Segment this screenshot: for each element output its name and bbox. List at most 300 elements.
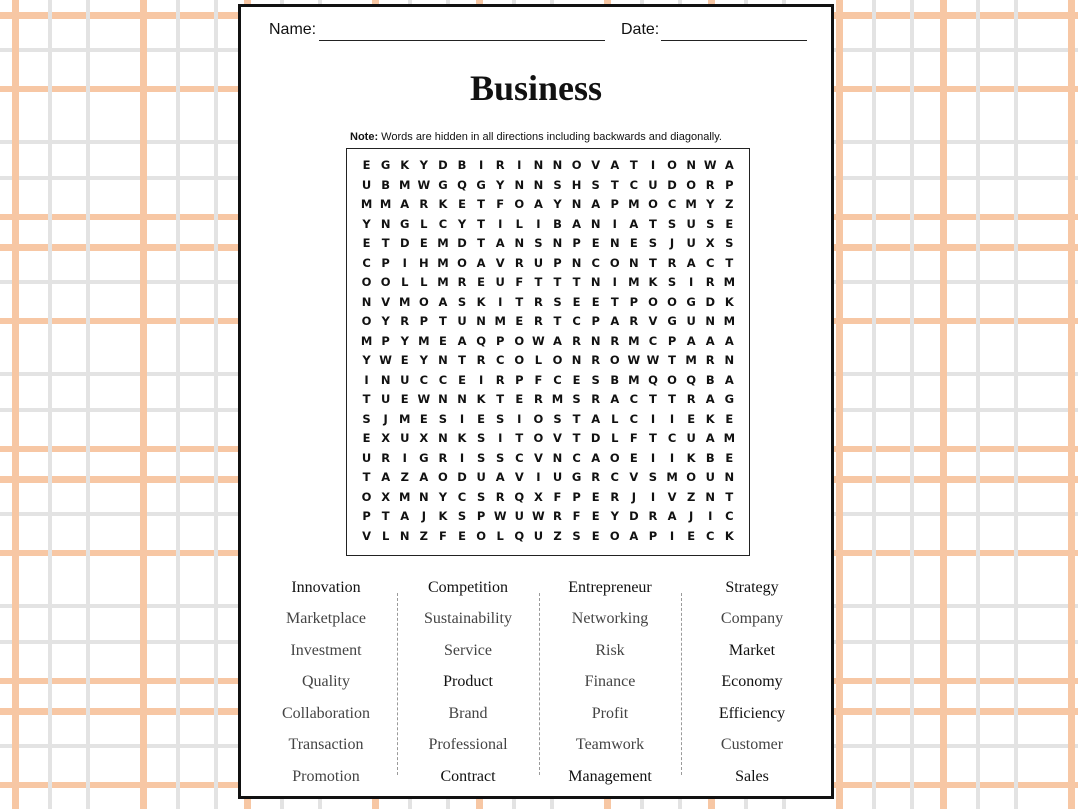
grid-letter[interactable]: G (571, 470, 582, 484)
grid-letter[interactable]: P (629, 294, 639, 309)
grid-letter[interactable]: O (571, 158, 582, 172)
grid-letter[interactable]: O (609, 353, 620, 367)
grid-letter[interactable]: K (400, 158, 410, 172)
grid-letter[interactable]: C (706, 528, 715, 543)
grid-letter[interactable]: G (438, 177, 448, 192)
grid-letter[interactable]: G (380, 158, 391, 172)
grid-letter[interactable]: T (553, 314, 562, 328)
grid-letter[interactable]: E (591, 489, 600, 504)
grid-letter[interactable]: K (476, 392, 486, 406)
grid-letter[interactable]: O (552, 353, 563, 367)
grid-letter[interactable]: Q (514, 528, 525, 543)
grid-letter[interactable]: M (399, 177, 411, 192)
grid-letter[interactable]: V (381, 294, 391, 309)
grid-letter[interactable]: U (686, 216, 696, 231)
grid-letter[interactable]: T (362, 470, 371, 484)
grid-letter[interactable]: N (724, 353, 735, 367)
grid-letter[interactable]: C (706, 255, 715, 270)
grid-letter[interactable]: D (438, 158, 448, 172)
grid-letter[interactable]: N (590, 333, 601, 348)
grid-letter[interactable]: M (399, 411, 411, 426)
grid-letter[interactable]: R (610, 489, 620, 504)
grid-letter[interactable]: Y (419, 158, 428, 172)
grid-letter[interactable]: R (591, 470, 601, 484)
grid-letter[interactable]: C (610, 470, 619, 484)
grid-letter[interactable]: A (724, 372, 734, 387)
grid-letter[interactable]: A (533, 197, 543, 211)
grid-letter[interactable]: V (667, 489, 677, 504)
grid-letter[interactable]: W (532, 333, 545, 348)
grid-letter[interactable]: A (495, 236, 505, 250)
date-blank-line[interactable] (661, 40, 807, 41)
grid-letter[interactable]: S (457, 509, 467, 523)
grid-letter[interactable]: C (667, 197, 677, 211)
grid-letter[interactable]: U (400, 372, 410, 387)
grid-letter[interactable]: I (612, 216, 617, 231)
grid-letter[interactable]: C (572, 314, 581, 328)
grid-letter[interactable]: O (667, 294, 677, 309)
grid-letter[interactable]: S (572, 392, 581, 406)
grid-letter[interactable]: R (610, 333, 620, 348)
grid-letter[interactable]: S (362, 411, 371, 426)
grid-letter[interactable]: I (517, 158, 522, 172)
grid-letter[interactable]: E (458, 528, 466, 543)
grid-letter[interactable]: T (668, 392, 676, 406)
grid-letter[interactable]: W (417, 177, 431, 192)
grid-letter[interactable]: X (419, 431, 429, 445)
grid-letter[interactable]: M (723, 275, 736, 289)
grid-letter[interactable]: R (667, 255, 677, 270)
grid-letter[interactable]: I (459, 411, 465, 426)
grid-letter[interactable]: I (612, 275, 617, 289)
grid-letter[interactable]: O (533, 431, 544, 445)
grid-letter[interactable]: R (705, 353, 715, 367)
grid-letter[interactable]: U (476, 470, 486, 484)
grid-letter[interactable]: I (402, 450, 407, 465)
grid-letter[interactable]: V (533, 450, 543, 465)
grid-letter[interactable]: W (493, 509, 507, 523)
grid-letter[interactable]: R (381, 450, 391, 465)
grid-letter[interactable]: K (724, 294, 734, 309)
grid-letter[interactable]: N (457, 392, 467, 406)
grid-letter[interactable]: N (476, 314, 486, 328)
grid-letter[interactable]: S (496, 411, 505, 426)
grid-letter[interactable]: R (591, 392, 601, 406)
grid-letter[interactable]: U (495, 275, 505, 289)
grid-letter[interactable]: P (476, 509, 486, 523)
grid-letter[interactable]: T (477, 236, 486, 250)
grid-letter[interactable]: F (629, 431, 638, 445)
grid-letter[interactable]: R (629, 314, 639, 328)
grid-letter[interactable]: L (611, 411, 619, 426)
grid-letter[interactable]: T (629, 158, 638, 172)
grid-letter[interactable]: L (420, 275, 428, 289)
grid-letter[interactable]: A (591, 197, 601, 211)
grid-letter[interactable]: T (572, 411, 581, 426)
grid-letter[interactable]: I (669, 450, 675, 465)
grid-letter[interactable]: N (419, 489, 429, 504)
grid-letter[interactable]: E (458, 372, 466, 387)
grid-letter[interactable]: S (438, 411, 448, 426)
grid-letter[interactable]: E (725, 216, 734, 231)
grid-letter[interactable]: E (591, 236, 600, 250)
grid-letter[interactable]: X (705, 236, 715, 250)
grid-letter[interactable]: M (399, 294, 411, 309)
grid-letter[interactable]: I (650, 450, 656, 465)
grid-letter[interactable]: G (667, 314, 677, 328)
grid-letter[interactable]: I (669, 528, 675, 543)
grid-letter[interactable]: K (648, 275, 658, 289)
grid-letter[interactable]: V (514, 470, 524, 484)
grid-letter[interactable]: M (666, 470, 678, 484)
grid-letter[interactable]: A (724, 333, 734, 348)
grid-letter[interactable]: R (495, 489, 505, 504)
grid-letter[interactable]: J (383, 411, 388, 426)
grid-letter[interactable]: Y (438, 489, 448, 504)
grid-letter[interactable]: A (705, 333, 715, 348)
grid-letter[interactable]: O (686, 470, 697, 484)
grid-letter[interactable]: G (724, 392, 735, 406)
grid-letter[interactable]: U (686, 314, 696, 328)
grid-letter[interactable]: L (420, 216, 428, 231)
grid-letter[interactable]: E (515, 392, 524, 406)
grid-letter[interactable]: R (495, 158, 505, 172)
grid-letter[interactable]: V (591, 158, 601, 172)
grid-letter[interactable]: S (457, 294, 467, 309)
grid-letter[interactable]: F (496, 197, 505, 211)
grid-letter[interactable]: U (533, 528, 544, 543)
grid-letter[interactable]: O (648, 197, 658, 211)
grid-letter[interactable]: S (553, 294, 562, 309)
grid-letter[interactable]: E (572, 294, 581, 309)
grid-letter[interactable]: K (457, 431, 467, 445)
grid-letter[interactable]: T (572, 431, 581, 445)
grid-letter[interactable]: S (591, 372, 600, 387)
grid-letter[interactable]: L (401, 275, 409, 289)
grid-letter[interactable]: A (610, 314, 620, 328)
grid-letter[interactable]: Y (419, 353, 428, 367)
grid-letter[interactable]: I (689, 275, 694, 289)
grid-letter[interactable]: P (419, 314, 429, 328)
grid-letter[interactable]: O (648, 294, 658, 309)
grid-letter[interactable]: E (725, 450, 734, 465)
grid-letter[interactable]: R (438, 450, 448, 465)
grid-letter[interactable]: I (669, 411, 675, 426)
grid-letter[interactable]: M (628, 197, 640, 211)
grid-letter[interactable]: S (706, 216, 715, 231)
grid-letter[interactable]: B (705, 450, 715, 465)
grid-letter[interactable]: M (723, 314, 736, 328)
grid-letter[interactable]: S (476, 489, 486, 504)
grid-letter[interactable]: T (458, 353, 466, 367)
grid-letter[interactable]: N (590, 216, 601, 231)
grid-letter[interactable]: W (417, 392, 431, 406)
grid-letter[interactable]: P (381, 255, 390, 270)
grid-letter[interactable]: I (478, 372, 484, 387)
grid-letter[interactable]: N (399, 528, 410, 543)
grid-letter[interactable]: A (495, 470, 505, 484)
grid-letter[interactable]: E (515, 314, 524, 328)
grid-letter[interactable]: Y (362, 353, 371, 367)
grid-letter[interactable]: T (515, 431, 524, 445)
grid-letter[interactable]: U (552, 470, 563, 484)
grid-letter[interactable]: N (514, 236, 525, 250)
grid-letter[interactable]: T (362, 392, 371, 406)
grid-letter[interactable]: C (495, 353, 505, 367)
grid-letter[interactable]: O (609, 450, 620, 465)
grid-letter[interactable]: Y (381, 314, 390, 328)
grid-letter[interactable]: T (534, 275, 543, 289)
grid-letter[interactable]: H (419, 255, 429, 270)
grid-letter[interactable]: B (705, 372, 715, 387)
grid-letter[interactable]: V (362, 528, 371, 543)
grid-letter[interactable]: Y (400, 333, 409, 348)
grid-letter[interactable]: P (381, 333, 390, 348)
grid-letter[interactable]: E (629, 236, 638, 250)
grid-letter[interactable]: T (725, 255, 734, 270)
grid-letter[interactable]: C (572, 450, 581, 465)
grid-letter[interactable]: T (477, 197, 486, 211)
grid-letter[interactable]: E (725, 411, 734, 426)
grid-letter[interactable]: I (364, 372, 369, 387)
grid-letter[interactable]: N (724, 470, 735, 484)
grid-letter[interactable]: N (629, 255, 639, 270)
grid-letter[interactable]: X (381, 489, 391, 504)
grid-letter[interactable]: V (495, 255, 505, 270)
grid-letter[interactable]: E (591, 509, 600, 523)
grid-letter[interactable]: R (476, 353, 486, 367)
grid-letter[interactable]: N (686, 158, 696, 172)
grid-letter[interactable]: G (419, 450, 429, 465)
grid-letter[interactable]: N (571, 197, 582, 211)
grid-letter[interactable]: Y (553, 197, 562, 211)
grid-letter[interactable]: N (705, 489, 716, 504)
grid-letter[interactable]: N (552, 158, 563, 172)
grid-letter[interactable]: S (591, 177, 600, 192)
grid-letter[interactable]: R (686, 392, 696, 406)
grid-letter[interactable]: W (379, 353, 392, 367)
grid-letter[interactable]: S (648, 236, 658, 250)
grid-letter[interactable]: E (419, 236, 428, 250)
grid-letter[interactable]: S (553, 177, 562, 192)
grid-letter[interactable]: P (362, 509, 371, 523)
grid-letter[interactable]: I (650, 158, 656, 172)
grid-letter[interactable]: L (496, 528, 504, 543)
grid-letter[interactable]: J (689, 509, 694, 523)
grid-letter[interactable]: O (514, 333, 525, 348)
grid-letter[interactable]: N (552, 450, 563, 465)
grid-letter[interactable]: A (591, 411, 601, 426)
grid-letter[interactable]: T (381, 509, 390, 523)
grid-letter[interactable]: P (648, 528, 658, 543)
grid-letter[interactable]: W (646, 353, 660, 367)
grid-letter[interactable]: O (686, 177, 697, 192)
grid-letter[interactable]: M (360, 197, 373, 211)
grid-letter[interactable]: C (591, 255, 600, 270)
grid-letter[interactable]: T (649, 255, 657, 270)
grid-letter[interactable]: T (668, 353, 676, 367)
grid-letter[interactable]: N (571, 255, 582, 270)
grid-letter[interactable]: R (572, 333, 581, 348)
grid-letter[interactable]: C (457, 489, 467, 504)
grid-letter[interactable]: V (629, 470, 639, 484)
grid-letter[interactable]: D (629, 509, 639, 523)
grid-letter[interactable]: W (532, 509, 545, 523)
grid-letter[interactable]: R (591, 353, 601, 367)
grid-letter[interactable]: N (533, 177, 544, 192)
grid-letter[interactable]: N (705, 314, 716, 328)
grid-letter[interactable]: A (724, 158, 734, 172)
grid-letter[interactable]: I (708, 509, 713, 523)
grid-letter[interactable]: B (553, 216, 562, 231)
grid-letter[interactable]: M (685, 197, 697, 211)
grid-letter[interactable]: X (533, 489, 543, 504)
grid-letter[interactable]: E (400, 353, 409, 367)
grid-letter[interactable]: K (686, 450, 696, 465)
grid-letter[interactable]: E (419, 411, 428, 426)
grid-letter[interactable]: C (725, 509, 734, 523)
grid-letter[interactable]: O (533, 411, 544, 426)
grid-letter[interactable]: A (686, 255, 696, 270)
grid-letter[interactable]: N (438, 353, 448, 367)
grid-letter[interactable]: U (686, 431, 696, 445)
grid-letter[interactable]: T (610, 177, 619, 192)
grid-letter[interactable]: Y (496, 177, 505, 192)
grid-letter[interactable]: E (687, 528, 696, 543)
grid-letter[interactable]: O (609, 528, 620, 543)
grid-letter[interactable]: C (667, 431, 677, 445)
grid-letter[interactable]: L (611, 431, 619, 445)
grid-letter[interactable]: R (533, 314, 543, 328)
grid-letter[interactable]: A (705, 431, 715, 445)
grid-letter[interactable]: P (725, 177, 734, 192)
grid-letter[interactable]: B (381, 177, 391, 192)
grid-letter[interactable]: R (705, 177, 715, 192)
grid-letter[interactable]: E (458, 197, 466, 211)
grid-letter[interactable]: C (438, 216, 448, 231)
grid-letter[interactable]: I (650, 489, 656, 504)
grid-letter[interactable]: D (667, 177, 677, 192)
grid-letter[interactable]: J (669, 236, 675, 250)
grid-letter[interactable]: M (360, 333, 373, 348)
grid-letter[interactable]: O (361, 489, 372, 504)
grid-letter[interactable]: M (494, 314, 506, 328)
grid-letter[interactable]: S (667, 275, 677, 289)
grid-letter[interactable]: A (572, 216, 582, 231)
grid-letter[interactable]: M (628, 275, 640, 289)
grid-letter[interactable]: E (400, 392, 409, 406)
grid-letter[interactable]: M (437, 255, 449, 270)
grid-letter[interactable]: S (572, 528, 581, 543)
grid-letter[interactable]: C (553, 372, 562, 387)
grid-letter[interactable]: A (686, 333, 696, 348)
grid-letter[interactable]: U (380, 392, 391, 406)
grid-letter[interactable]: O (514, 353, 525, 367)
grid-letter[interactable]: K (476, 294, 486, 309)
grid-letter[interactable]: I (498, 431, 503, 445)
grid-letter[interactable]: P (667, 333, 677, 348)
grid-letter[interactable]: U (533, 255, 544, 270)
grid-letter[interactable]: I (402, 255, 407, 270)
grid-letter[interactable]: K (724, 528, 734, 543)
grid-letter[interactable]: A (457, 333, 467, 348)
grid-letter[interactable]: I (459, 450, 465, 465)
grid-letter[interactable]: B (610, 372, 620, 387)
grid-letter[interactable]: Z (686, 489, 696, 504)
grid-letter[interactable]: E (629, 450, 638, 465)
grid-letter[interactable]: D (705, 294, 715, 309)
grid-letter[interactable]: T (649, 392, 657, 406)
grid-letter[interactable]: D (399, 236, 410, 250)
grid-letter[interactable]: S (667, 216, 677, 231)
grid-letter[interactable]: N (361, 294, 372, 309)
grid-letter[interactable]: S (553, 411, 562, 426)
grid-letter[interactable]: Y (706, 197, 715, 211)
grid-letter[interactable]: U (400, 431, 410, 445)
grid-letter[interactable]: L (381, 528, 390, 543)
grid-letter[interactable]: A (591, 450, 601, 465)
grid-letter[interactable]: K (438, 509, 448, 523)
grid-letter[interactable]: S (476, 431, 486, 445)
grid-letter[interactable]: T (515, 294, 524, 309)
grid-letter[interactable]: A (476, 255, 486, 270)
grid-letter[interactable]: D (457, 470, 467, 484)
grid-letter[interactable]: U (361, 450, 372, 465)
grid-letter[interactable]: I (498, 294, 503, 309)
grid-letter[interactable]: R (705, 275, 715, 289)
grid-letter[interactable]: L (515, 216, 523, 231)
grid-letter[interactable]: S (725, 236, 734, 250)
grid-letter[interactable]: N (552, 236, 563, 250)
grid-letter[interactable]: C (438, 372, 448, 387)
grid-letter[interactable]: W (627, 353, 641, 367)
grid-letter[interactable]: U (361, 177, 372, 192)
grid-letter[interactable]: Z (553, 528, 562, 543)
grid-letter[interactable]: X (381, 431, 391, 445)
grid-letter[interactable]: S (534, 236, 543, 250)
grid-letter[interactable]: A (400, 509, 410, 523)
grid-letter[interactable]: U (686, 236, 696, 250)
grid-letter[interactable]: O (609, 255, 620, 270)
grid-letter[interactable]: O (418, 294, 429, 309)
grid-letter[interactable]: R (514, 255, 524, 270)
grid-letter[interactable]: C (648, 333, 658, 348)
grid-letter[interactable]: Z (725, 197, 734, 211)
grid-letter[interactable]: M (379, 197, 392, 211)
grid-letter[interactable]: H (571, 177, 582, 192)
grid-letter[interactable]: E (362, 158, 371, 172)
grid-letter[interactable]: Q (457, 177, 467, 192)
grid-letter[interactable]: Q (686, 372, 697, 387)
grid-letter[interactable]: M (685, 353, 697, 367)
grid-letter[interactable]: I (517, 411, 522, 426)
grid-letter[interactable]: C (629, 177, 639, 192)
grid-letter[interactable]: E (591, 528, 600, 543)
grid-letter[interactable]: A (667, 509, 677, 523)
grid-letter[interactable]: D (590, 431, 601, 445)
grid-letter[interactable]: U (514, 509, 524, 523)
grid-letter[interactable]: V (648, 314, 658, 328)
grid-letter[interactable]: O (667, 372, 677, 387)
grid-letter[interactable]: G (686, 294, 696, 309)
grid-letter[interactable]: D (457, 236, 467, 250)
grid-letter[interactable]: O (667, 158, 677, 172)
grid-letter[interactable]: O (361, 275, 372, 289)
grid-letter[interactable]: P (495, 333, 505, 348)
grid-letter[interactable]: N (380, 216, 391, 231)
grid-letter[interactable]: O (361, 314, 372, 328)
grid-letter[interactable]: A (553, 333, 562, 348)
